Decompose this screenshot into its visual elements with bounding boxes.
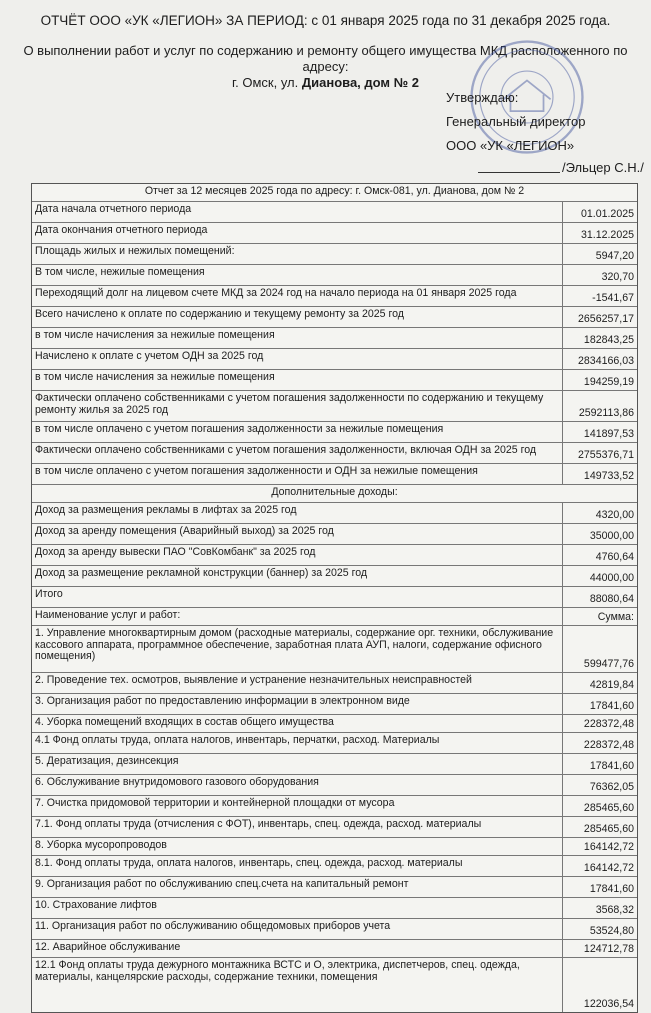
summary-row	[32, 369, 637, 390]
subtitle-line-1: О выполнении работ и услуг по содержанию и ремонту общего имущества МКД расположенного по адресу:	[23, 43, 628, 74]
service-row	[32, 939, 637, 957]
summary-row	[32, 306, 637, 327]
summary-row	[32, 222, 637, 243]
row-value: 2755376,71	[578, 449, 634, 461]
row-value: 53524,80	[589, 925, 634, 937]
summary-row	[32, 463, 637, 484]
row-value: 4320,00	[595, 509, 634, 521]
extra-income-row	[32, 523, 637, 544]
service-row	[32, 897, 637, 918]
signature-line	[478, 156, 560, 173]
row-value: 164142,72	[583, 862, 634, 874]
row-label: Переходящий долг на лицевом счете МКД за 2024 год на начало периода на 01 января 2025 года	[32, 286, 563, 306]
row-label: Площадь жилых и нежилых помещений:	[32, 244, 563, 264]
row-value: 44000,00	[589, 572, 634, 584]
row-value: -1541,67	[592, 292, 634, 304]
row-label: 5. Дератизация, дезинсекция	[32, 754, 563, 774]
service-row	[32, 837, 637, 855]
approval-company: ООО «УК «ЛЕГИОН»	[446, 138, 575, 153]
row-value: 17841,60	[589, 760, 634, 772]
extra-income-row	[32, 544, 637, 565]
document-header	[0, 0, 651, 190]
row-value: 76362,05	[589, 781, 634, 793]
row-value: 228372,48	[583, 718, 634, 730]
service-row	[32, 816, 637, 837]
row-label: в том числе оплачено с учетом погашения задолженности и ОДН за нежилые помещения	[32, 464, 563, 484]
row-value: 141897,53	[583, 428, 634, 440]
row-label: Фактически оплачено собственниками с учетом погашения задолженности по содержанию и текущему ремонту жилья за 2025 год	[32, 391, 563, 421]
row-value: 2592113,86	[578, 407, 634, 419]
row-label: 10. Страхование лифтов	[32, 898, 563, 918]
summary-row	[32, 264, 637, 285]
summary-row	[32, 442, 637, 463]
row-label: 1. Управление многоквартирным домом (расходные материалы, содержание орг. техники, обслуживание кассового аппарата, программное обеспечение, заработная плата АУП, налоги, содержание офисного помещения)	[32, 626, 563, 672]
service-row	[32, 753, 637, 774]
row-label: Доход за размещения рекламы в лифтах за 2025 год	[32, 503, 563, 523]
row-label: Итого	[32, 587, 563, 607]
row-label: в том числе оплачено с учетом погашения задолженности за нежилые помещения	[32, 422, 563, 442]
row-label: Доход за аренду вывески ПАО "СовКомбанк" за 2025 год	[32, 545, 563, 565]
service-row	[32, 774, 637, 795]
service-row	[32, 876, 637, 897]
row-value: 164142,72	[583, 841, 634, 853]
service-row	[32, 672, 637, 693]
approval-word: Утверждаю:	[446, 90, 519, 105]
row-label: В том числе, нежилые помещения	[32, 265, 563, 285]
service-row	[32, 918, 637, 939]
row-value: 182843,25	[583, 334, 634, 346]
row-value: 122036,54	[583, 998, 634, 1010]
row-value: 5947,20	[595, 250, 634, 262]
address-house: Дианова, дом № 2	[301, 75, 419, 90]
extra-income-heading-text: Дополнительные доходы:	[271, 486, 398, 498]
extra-income-row	[32, 502, 637, 523]
row-value: 124712,78	[583, 943, 634, 955]
row-value: 599477,76	[583, 658, 634, 670]
row-label: 9. Организация работ по обслуживанию спец.счета на капитальный ремонт	[32, 877, 563, 897]
row-label: Фактически оплачено собственниками с учетом погашения задолженности, включая ОДН за 2025 год	[32, 443, 563, 463]
row-label: 2. Проведение тех. осмотров, выявление и устранение незначительных неисправностей	[32, 673, 563, 693]
report-heading: Отчет за 12 месяцев 2025 года по адресу: г. Омск-081, ул. Дианова, дом № 2	[144, 185, 525, 197]
row-label: 3. Организация работ по предоставлению информации в электронном виде	[32, 694, 563, 714]
document-title: ОТЧЁТ ООО «УК «ЛЕГИОН» ЗА ПЕРИОД: с 01 января 2025 года по 31 декабря 2025 года.	[40, 13, 611, 28]
row-value: 88080,64	[589, 593, 634, 605]
row-label: Доход за аренду помещения (Аварийный выход) за 2025 год	[32, 524, 563, 544]
extra-income-heading	[32, 484, 637, 502]
row-label: 12.1 Фонд оплаты труда дежурного монтажника ВСТС и О, электрика, диспетчеров, спец. одежда, материалы, канцелярские расходы, содержание техники, помещения	[32, 958, 563, 1012]
service-row	[32, 855, 637, 876]
service-row	[32, 957, 637, 1012]
extra-income-row	[32, 565, 637, 586]
row-value: 149733,52	[583, 470, 634, 482]
row-label: 4.1 Фонд оплаты труда, оплата налогов, инвентарь, перчатки, расход. Материалы	[32, 733, 563, 753]
row-value: 2834166,03	[578, 355, 634, 367]
service-row	[32, 625, 637, 672]
row-label: в том числе начисления за нежилые помещения	[32, 328, 563, 348]
summary-row	[32, 285, 637, 306]
row-label: 12. Аварийное обслуживание	[32, 940, 563, 957]
report-heading-row	[32, 184, 637, 201]
row-value: 320,70	[601, 271, 634, 283]
row-label: в том числе начисления за нежилые помещения	[32, 370, 563, 390]
row-value: 3568,32	[595, 904, 634, 916]
row-value: 228372,48	[583, 739, 634, 751]
row-label: Дата окончания отчетного периода	[32, 223, 563, 243]
report-table	[31, 183, 638, 1013]
service-row	[32, 714, 637, 732]
summary-row	[32, 421, 637, 442]
row-value: 17841,60	[589, 883, 634, 895]
row-label: Наименование услуг и работ:	[32, 608, 563, 625]
row-value: 285465,60	[583, 802, 634, 814]
row-label: 6. Обслуживание внутридомового газового оборудования	[32, 775, 563, 795]
row-value: 01.01.2025	[580, 208, 634, 220]
service-row	[32, 795, 637, 816]
row-label: 8. Уборка мусоропроводов	[32, 838, 563, 855]
row-value: 285465,60	[583, 823, 634, 835]
service-row	[32, 732, 637, 753]
row-value: 42819,84	[589, 679, 634, 691]
summary-row	[32, 243, 637, 264]
row-label: 8.1. Фонд оплаты труда, оплата налогов, инвентарь, спец. одежда, расход. материалы	[32, 856, 563, 876]
row-value: Сумма:	[597, 611, 634, 623]
row-label: 11. Организация работ по обслуживанию общедомовых приборов учета	[32, 919, 563, 939]
row-label: Доход за размещение рекламной конструкции (баннер) за 2025 год	[32, 566, 563, 586]
extra-income-row	[32, 586, 637, 607]
signatory-name: /Эльцер С.Н./	[562, 160, 644, 175]
approval-position: Генеральный директор	[446, 114, 586, 129]
row-label: 4. Уборка помещений входящих в состав общего имущества	[32, 715, 563, 732]
row-value: 194259,19	[583, 376, 634, 388]
summary-row	[32, 348, 637, 369]
approval-block	[446, 86, 585, 158]
row-value: 35000,00	[589, 530, 634, 542]
summary-row	[32, 201, 637, 222]
row-label: Начислено к оплате с учетом ОДН за 2025 год	[32, 349, 563, 369]
row-label: Дата начала отчетного периода	[32, 202, 563, 222]
services-header-row	[32, 607, 637, 625]
row-value: 17841,60	[589, 700, 634, 712]
row-value: 2656257,17	[578, 313, 634, 325]
row-value: 4760,64	[595, 551, 634, 563]
row-label: 7. Очистка придомовой территории и контейнерной площадки от мусора	[32, 796, 563, 816]
summary-row	[32, 327, 637, 348]
address-prefix: г. Омск, ул.	[231, 75, 302, 90]
row-label: Всего начислено к оплате по содержанию и текущему ремонту за 2025 год	[32, 307, 563, 327]
summary-row	[32, 390, 637, 421]
service-row	[32, 693, 637, 714]
row-value: 31.12.2025	[580, 229, 634, 241]
row-label: 7.1. Фонд оплаты труда (отчисления с ФОТ), инвентарь, спец. одежда, расход. материалы	[32, 817, 563, 837]
